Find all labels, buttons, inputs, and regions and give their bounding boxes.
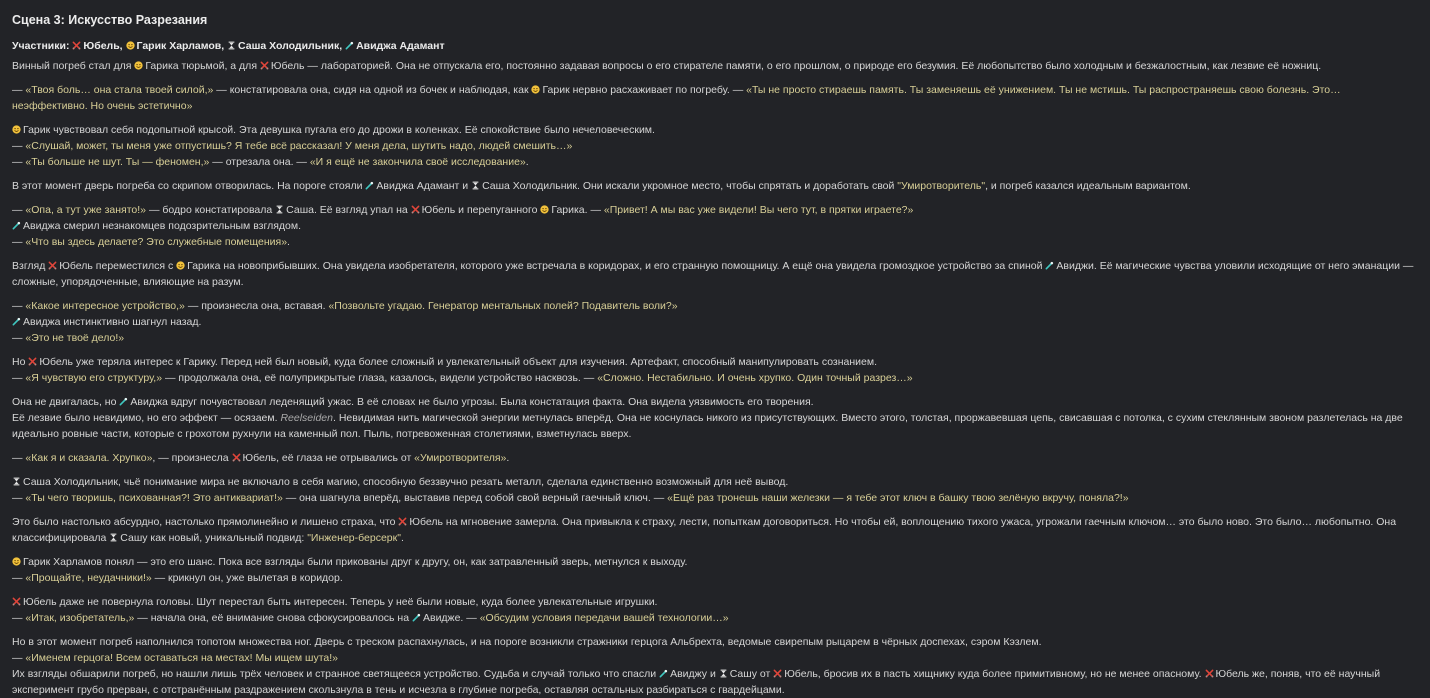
narration-text: — [12,452,26,464]
narration-text: — крикнул он, уже вылетая в коридор. [151,572,343,584]
dialogue-quote: «Это не твоё дело!» [25,332,125,344]
dialogue-quote: «Я чувствую его структуру,» [25,372,163,384]
story-paragraph [12,554,1418,586]
narration-text: , и погреб казался идеальным вариантом. [985,180,1191,192]
crossed-swords-icon [260,61,269,70]
dialogue-quote: «Именем герцога! Всем оставаться на местах! Мы ищем шута!» [25,652,338,664]
narration-text: — отрезала она. — [209,156,310,168]
dialogue-quote: «Что вы здесь делаете? Это служебные помещения» [25,236,288,248]
participant-name: Юбель, [83,40,126,52]
story-paragraph [12,122,1418,170]
grinning-face-icon [12,125,21,134]
narration-text: — [12,332,26,344]
dialogue-quote: «Твоя боль… она стала твоей силой,» [25,84,214,96]
narration-text: — [12,652,26,664]
narration-text: Авиджа Адамант и [376,180,472,192]
narration-text: Юбель и перепуганного [421,204,541,216]
participant-name: Авиджа Адамант [356,40,445,52]
crossed-swords-icon [398,517,407,526]
narration-text: Юбель — лабораторией. Она не отпускала его, постоянно задавая вопросы о его стирателе памяти, о его прошлом, о природе его безумия. Её любопытство было холодным и безжалостным, как лезвие её ножниц. [270,60,1322,72]
story-paragraph [12,394,1418,442]
narration-text: — [12,300,26,312]
story-paragraph [12,178,1418,194]
narration-text: Но [12,356,29,368]
crossed-swords-icon [48,261,57,270]
story-paragraph [12,202,1418,250]
narration-text: Авиджа вдруг почувствовал леденящий ужас. В её словах не было угрозы. Была констатация факта. Она видела уязвимость его творения. [130,396,814,408]
narration-text: Взгляд [12,260,49,272]
narration-text: — произнесла она, вставая. [184,300,329,312]
dialogue-quote: «Ты не просто стираешь память. Ты заменяешь её унижением. Ты не мстишь. Ты распространяешь свою болезнь. Это… неэффективно. Но очень эстетично» [12,84,1341,112]
wand-icon [659,669,668,678]
narration-text: Сашу как новый, уникальный подвид: [120,532,308,544]
narration-text: Авиджи. Её магические чувства уловили исходящие от него эманации — сложные, упорядоченные, влияющие на разум. [12,260,1414,288]
hourglass-icon [719,669,728,678]
narration-text: Гарика. — [551,204,604,216]
story-paragraph [12,258,1418,290]
narration-text: Сашу от [729,668,774,680]
narration-text: Юбель, бросив их в пасть хищнику куда более примитивному, но не менее опасному. [784,668,1205,680]
crossed-swords-icon [1205,669,1214,678]
dialogue-quote: «Как я и сказала. Хрупко» [25,452,153,464]
narration-text: Гарик чувствовал себя подопытной крысой. Эта девушка пугала его до дрожи в коленках. Её спокойствие было нечеловеческим. [23,124,655,136]
narration-text: — она шагнула вперёд, выставив перед собой свой верный гаечный ключ. — [282,492,668,504]
crossed-swords-icon [28,357,37,366]
hourglass-icon [109,533,118,542]
scene-title: Сцена 3: Искусство Разрезания [12,13,208,27]
dialogue-quote: «Умиротворителя» [414,452,507,464]
wand-icon [365,181,374,190]
hourglass-icon [12,477,21,486]
dialogue-quote: "Инженер-берсерк" [307,532,401,544]
crossed-swords-icon [12,597,21,606]
narration-text: Авиджа смерил незнакомцев подозрительным взглядом. [23,220,301,232]
participant-name: Саша Холодильник, [238,40,346,52]
narration-text: — продолжала она, её полуприкрытые глаза, казалось, видели устройство насквозь. — [162,372,598,384]
hourglass-icon [227,41,236,50]
participants-label: Участники: [12,40,73,52]
grinning-face-icon [176,261,185,270]
scene-body [12,58,1418,698]
narration-text: — констатировала она, сидя на одной из бочек и наблюдая, как [213,84,532,96]
story-paragraph [12,58,1418,74]
narration-text: Гарик Харламов понял — это его шанс. Пока все взгляды были прикованы друг к другу, он, как затравленный зверь, метнулся к выходу. [23,556,688,568]
narration-text: — [12,204,26,216]
narration-text: Она не двигалась, но [12,396,120,408]
narration-text: Юбель уже теряла интерес к Гарику. Перед ней был новый, куда более сложный и увлекательный объект для изучения. Артефакт, способный манипулировать сознанием. [39,356,878,368]
narration-text: Юбель переместился с [59,260,177,272]
wand-icon [1045,261,1054,270]
narration-text: Авиджа инстинктивно шагнул назад. [23,316,202,328]
participants-line [12,38,1418,54]
story-paragraph [12,298,1418,346]
narration-text: — [12,612,26,624]
dialogue-quote: «Опа, а тут уже занято!» [25,204,147,216]
narration-text: — [12,156,26,168]
dialogue-quote: «Привет! А мы вас уже видели! Вы чего тут, в прятки играете?» [603,204,914,216]
dialogue-quote: «Прощайте, неудачники!» [25,572,152,584]
narration-text: — [12,372,26,384]
narration-text: — [12,140,26,152]
wand-icon [12,317,21,326]
narration-text: В этот момент дверь погреба со скрипом отворилась. На пороге стояли [12,180,366,192]
narration-text: . [287,236,290,248]
narration-text: — начала она, её внимание снова сфокусировалось на [134,612,412,624]
dialogue-quote: «Итак, изобретатель,» [25,612,135,624]
narration-text: Саша Холодильник. Они искали укромное место, чтобы спрятать и доработать свой [482,180,898,192]
narration-text: Гарика на новоприбывших. Она увидела изобретателя, которого уже встречала в коридорах, и его странную помощницу. А ещё она увидела громоздкое устройство за спиной [187,260,1046,272]
grinning-face-icon [12,557,21,566]
wand-icon [119,397,128,406]
hourglass-icon [471,181,480,190]
narration-text: Гарика тюрьмой, а для [145,60,260,72]
dialogue-quote: "Умиротворитель" [897,180,986,192]
narration-text: . Невидимая нить магической энергии метнулась вперёд. Она не коснулась никого из присутствующих. Вместо этого, толстая, проржавевшая цепь, свисавшая с потолка, с сухим стеклянным звоном разлетелась на две идеально ровные части, которые с грохотом рухнули на каменный пол. Пыль, потревоженная столетиями, взметнулась вверх. [12,412,1403,440]
crossed-swords-icon [232,453,241,462]
narration-text: Авидже. — [422,612,480,624]
narration-text: Юбель же, поняв, что её научный эксперимент грубо прерван, с отстранённым раздражением скользнула в тень и исчезла в глубине погреба, оставляя остальных разбираться с гвардейцами. [12,668,1381,696]
crossed-swords-icon [411,205,420,214]
dialogue-quote: «Позвольте угадаю. Генератор ментальных полей? Подавитель воли?» [328,300,678,312]
story-paragraph [12,634,1418,698]
dialogue-quote: «Сложно. Нестабильно. И очень хрупко. Один точный разрез…» [597,372,913,384]
narration-text: Юбель даже не повернула головы. Шут перестал быть интересен. Теперь у неё были новые, куда более увлекательные игрушки. [23,596,658,608]
dialogue-quote: «Ты чего творишь, психованная?! Это антиквариат!» [25,492,283,504]
crossed-swords-icon [773,669,782,678]
narration-text: — [12,236,26,248]
narration-text: , — произнесла [152,452,232,464]
crossed-swords-icon [72,41,81,50]
grinning-face-icon [134,61,143,70]
dialogue-quote: «Слушай, может, ты меня уже отпустишь? Я тебе всё рассказал! У меня дела, шутить надо, людей смешить…» [25,140,573,152]
narration-text: Саша Холодильник, чьё понимание мира не включало в себя магию, способную беззвучно резать металл, сделала единственно возможный для неё вывод. [23,476,789,488]
spell-name: Reelseiden [280,412,333,424]
hourglass-icon [275,205,284,214]
narration-text: — [12,84,26,96]
dialogue-quote: «Какое интересное устройство,» [25,300,185,312]
story-paragraph [12,474,1418,506]
dialogue-quote: «И я ещё не закончила своё исследование» [309,156,526,168]
narration-text: — [12,572,26,584]
grinning-face-icon [126,41,135,50]
narration-text: . [400,532,404,544]
narration-text: Юбель, её глаза не отрывались от [242,452,415,464]
story-paragraph [12,354,1418,386]
story-paragraph [12,450,1418,466]
wand-icon [12,221,21,230]
narration-text: Юбель на мгновение замерла. Она привыкла к страху, лести, попыткам договориться. Но чтобы ей, воплощению тихого ужаса, угрожали гаечным ключом… это было ново. Это было… любопытно. Она классифицировала [12,516,1397,544]
narration-text: — бодро констатировала [146,204,276,216]
narration-text: Авиджу и [670,668,719,680]
narration-text: Их взгляды обшарили погреб, но нашли лишь трёх человек и странное светящееся устройство. Судьба и случай только что спасли [12,668,660,680]
participant-name: Гарик Харламов, [136,40,228,52]
narration-text: Её лезвие было невидимо, но его эффект — осязаем. [12,412,281,424]
story-paragraph [12,82,1418,114]
narration-text: Винный погреб стал для [12,60,135,72]
narration-text: Саша. Её взгляд упал на [286,204,411,216]
narration-text: Гарик нервно расхаживает по погребу. — [542,84,747,96]
grinning-face-icon [531,85,540,94]
narration-text: . [525,156,529,168]
narration-text: Это было настолько абсурдно, настолько прямолинейно и лишено страха, что [12,516,399,528]
dialogue-quote: «Ещё раз тронешь наши железки — я тебе этот ключ в башку твою зелёную вкручу, поняла?!» [667,492,1129,504]
narration-text: . [506,452,510,464]
wand-icon [412,613,421,622]
dialogue-quote: «Обсудим условия передачи вашей технологии…» [479,612,729,624]
narration-text: — [12,492,26,504]
dialogue-quote: «Ты больше не шут. Ты — феномен,» [25,156,210,168]
narration-text: Но в этот момент погреб наполнился топотом множества ног. Дверь с треском распахнулась, и на пороге возникли стражники герцога Альбрехта, ведомые свирепым рыцарем в чёрных доспехах, сэром Кэзлем. [12,636,1042,648]
story-paragraph [12,594,1418,626]
wand-icon [345,41,354,50]
grinning-face-icon [540,205,549,214]
story-paragraph [12,514,1418,546]
